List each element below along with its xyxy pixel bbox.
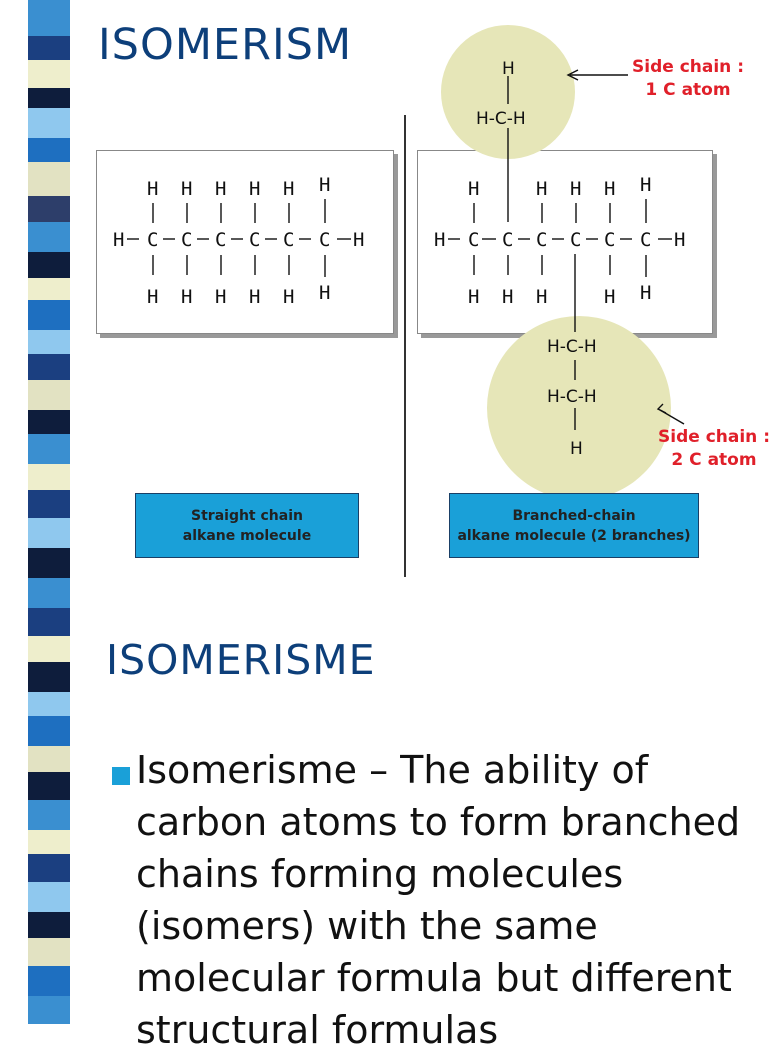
svg-text:H: H [468,286,480,308]
svg-text:C: C [536,229,548,251]
svg-text:H: H [215,178,227,200]
svg-text:H: H [640,174,652,196]
svg-text:H: H [181,286,193,308]
svg-text:H: H [604,178,616,200]
svg-text:C: C [502,229,514,251]
side-chain-1-line1: Side chain : [632,57,744,77]
svg-text:C: C [640,229,652,251]
svg-text:H: H [319,282,331,304]
svg-text:H: H [434,229,446,251]
svg-text:C: C [249,229,261,251]
svg-text:H: H [319,174,331,196]
svg-text:C: C [147,229,159,251]
branched-caption-line2: alkane molecule (2 branches) [457,527,691,544]
side-chain-2-label [652,426,776,472]
svg-text:H: H [640,282,652,304]
branched-chain-caption [449,493,699,558]
svg-text:H: H [353,229,365,251]
svg-text:H-C-H: H-C-H [547,387,597,407]
svg-text:H: H [468,178,480,200]
divider-line [404,115,406,577]
svg-text:C: C [283,229,295,251]
svg-text:C: C [319,229,331,251]
svg-text:H: H [502,286,514,308]
svg-text:H: H [113,229,125,251]
svg-text:C: C [215,229,227,251]
bullet-square-icon [112,767,130,785]
bullet-text: Isomerisme – The ability of carbon atoms to form branched chains forming molecules (isomers) with the same molecular formula but different structural formulas [136,748,741,1052]
side-chain-2-line2: 2 C atom [671,450,757,470]
svg-text:H: H [249,286,261,308]
svg-text:H: H [181,178,193,200]
svg-text:H: H [604,286,616,308]
side-chain-1-label [626,56,750,102]
decorative-stripe [0,578,86,1024]
svg-text:H: H [674,229,686,251]
slide-title: ISOMERISM [98,20,353,70]
svg-text:C: C [181,229,193,251]
svg-text:H: H [536,286,548,308]
svg-text:H: H [536,178,548,200]
svg-text:H: H [283,286,295,308]
svg-text:H: H [215,286,227,308]
side-chain-2-line1: Side chain : [658,427,770,447]
slide-title: ISOMERISME [106,636,376,684]
slide-isomerisme [0,578,768,1052]
side-chain-1-line2: 1 C atom [645,80,731,100]
svg-text:H: H [283,178,295,200]
svg-text:H: H [570,439,583,459]
straight-caption-line1: Straight chain [191,507,303,524]
straight-caption-line2: alkane molecule [182,527,312,544]
svg-text:H: H [147,178,159,200]
svg-text:H: H [502,59,515,79]
svg-text:H-C-H: H-C-H [547,337,597,357]
svg-text:H: H [570,178,582,200]
svg-text:H: H [249,178,261,200]
svg-text:H: H [147,286,159,308]
svg-text:C: C [468,229,480,251]
svg-text:C: C [570,229,582,251]
svg-text:H-C-H: H-C-H [476,109,526,129]
straight-chain-caption [135,493,359,558]
svg-text:C: C [604,229,616,251]
branched-caption-line1: Branched-chain [512,507,636,524]
